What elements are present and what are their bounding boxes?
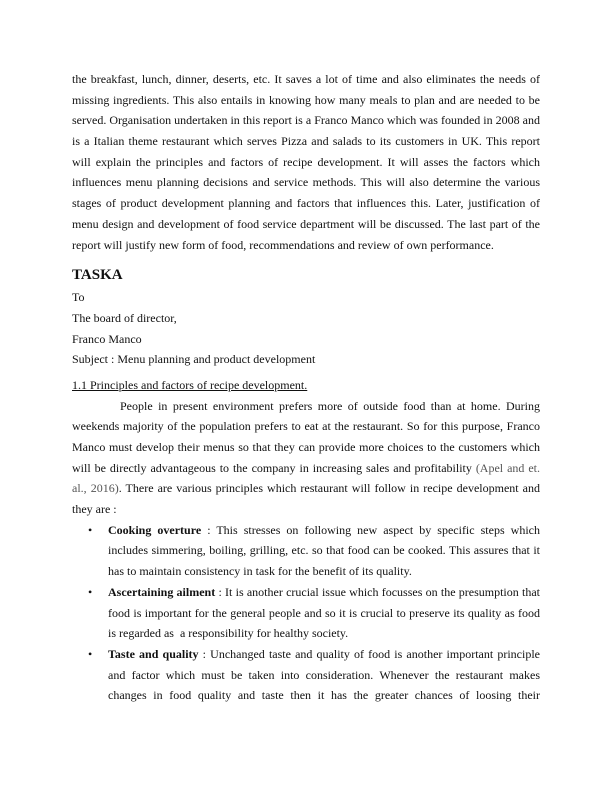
text-segment: : It is another crucial issue which focusses on the presumption that [215,584,540,599]
text-line [72,478,540,499]
letter-subject: Subject : Menu planning and product development [72,352,316,367]
text-line: menu design and development of food service department will be discussed. The last part of the [72,216,540,231]
text-line [108,520,540,541]
text-line: missing ingredients. This also entails in knowing how many meals to plan and are needed to be [72,92,540,107]
intro-paragraph [72,69,540,255]
text-segment: . There are various principles which restaurant will follow in recipe development and [118,481,541,496]
list-item [72,582,540,644]
citation: (Apel and et. [475,460,540,475]
text-line: weekends majority of the population prefers to eat at the restaurant. So for this purpose, Franco [72,419,540,434]
letter-to: To [72,290,85,305]
text-line: the breakfast, lunch, dinner, deserts, etc. It saves a lot of time and also eliminates the needs of [72,72,540,86]
bullet-icon: • [88,646,93,661]
text-line: served. Organisation undertaken in this report is a Franco Manco which was founded in 2008 and [72,113,540,128]
bullet-icon: • [88,584,93,599]
list-item [72,644,540,706]
task-heading: TASKA [72,267,123,284]
document-page [72,69,540,706]
text-line: is a Italian theme restaurant which serves Pizza and salads to its customers in UK. This report [72,134,540,149]
section-title: 1.1 Principles and factors of recipe development. [72,377,308,392]
text-line: changes in food quality and taste then it has the greater chances of loosing their [108,688,540,703]
bullet-term: Cooking overture [108,522,202,537]
text-line: People in present environment prefers more of outside food than at home. During [120,398,540,413]
citation: al., 2016) [72,481,119,496]
letter-recipient: The board of director, [72,310,177,325]
bullet-term: Taste and quality [108,646,199,661]
text-line [72,458,540,479]
text-line: is regarded as a responsibility for healthy society. [108,626,349,641]
text-line: will explain the principles and factors of recipe development. It will asses the factors which [72,154,540,169]
text-line: includes simmering, boiling, grilling, etc. so that food can be cooked. This assures that it [108,543,540,558]
text-line: food is important for the general people and so it is crucial to preserve its quality as food [108,605,540,620]
text-line: report will justify new form of food, recommendations and review of own performance. [72,237,494,252]
principles-list [72,520,540,706]
bullet-icon: • [88,522,93,537]
text-segment: will be directly advantageous to the company in increasing sales and profitability [72,460,476,475]
text-line [108,644,540,665]
text-line: they are : [72,502,117,517]
text-line: and factor which must be taken into consideration. Whenever the restaurant makes [108,667,540,682]
text-line: influences menu planning decisions and service methods. This will also determine the various [72,175,540,190]
letter-company: Franco Manco [72,331,142,346]
body-paragraph [72,396,540,520]
text-line: has to maintain consistency in task for the benefit of its quality. [108,564,412,579]
text-line [108,582,540,603]
bullet-term: Ascertaining ailment [108,584,216,599]
text-line: Manco must develop their menus so that they can provide more choices to the customers which [72,440,540,454]
text-segment: : Unchanged taste and quality of food is another important principle [198,646,540,661]
text-line: stages of product development planning and factors that influences this. Later, justification of [72,196,540,211]
text-segment: : This stresses on following new aspect by specific steps which [201,522,541,537]
list-item [72,520,540,582]
